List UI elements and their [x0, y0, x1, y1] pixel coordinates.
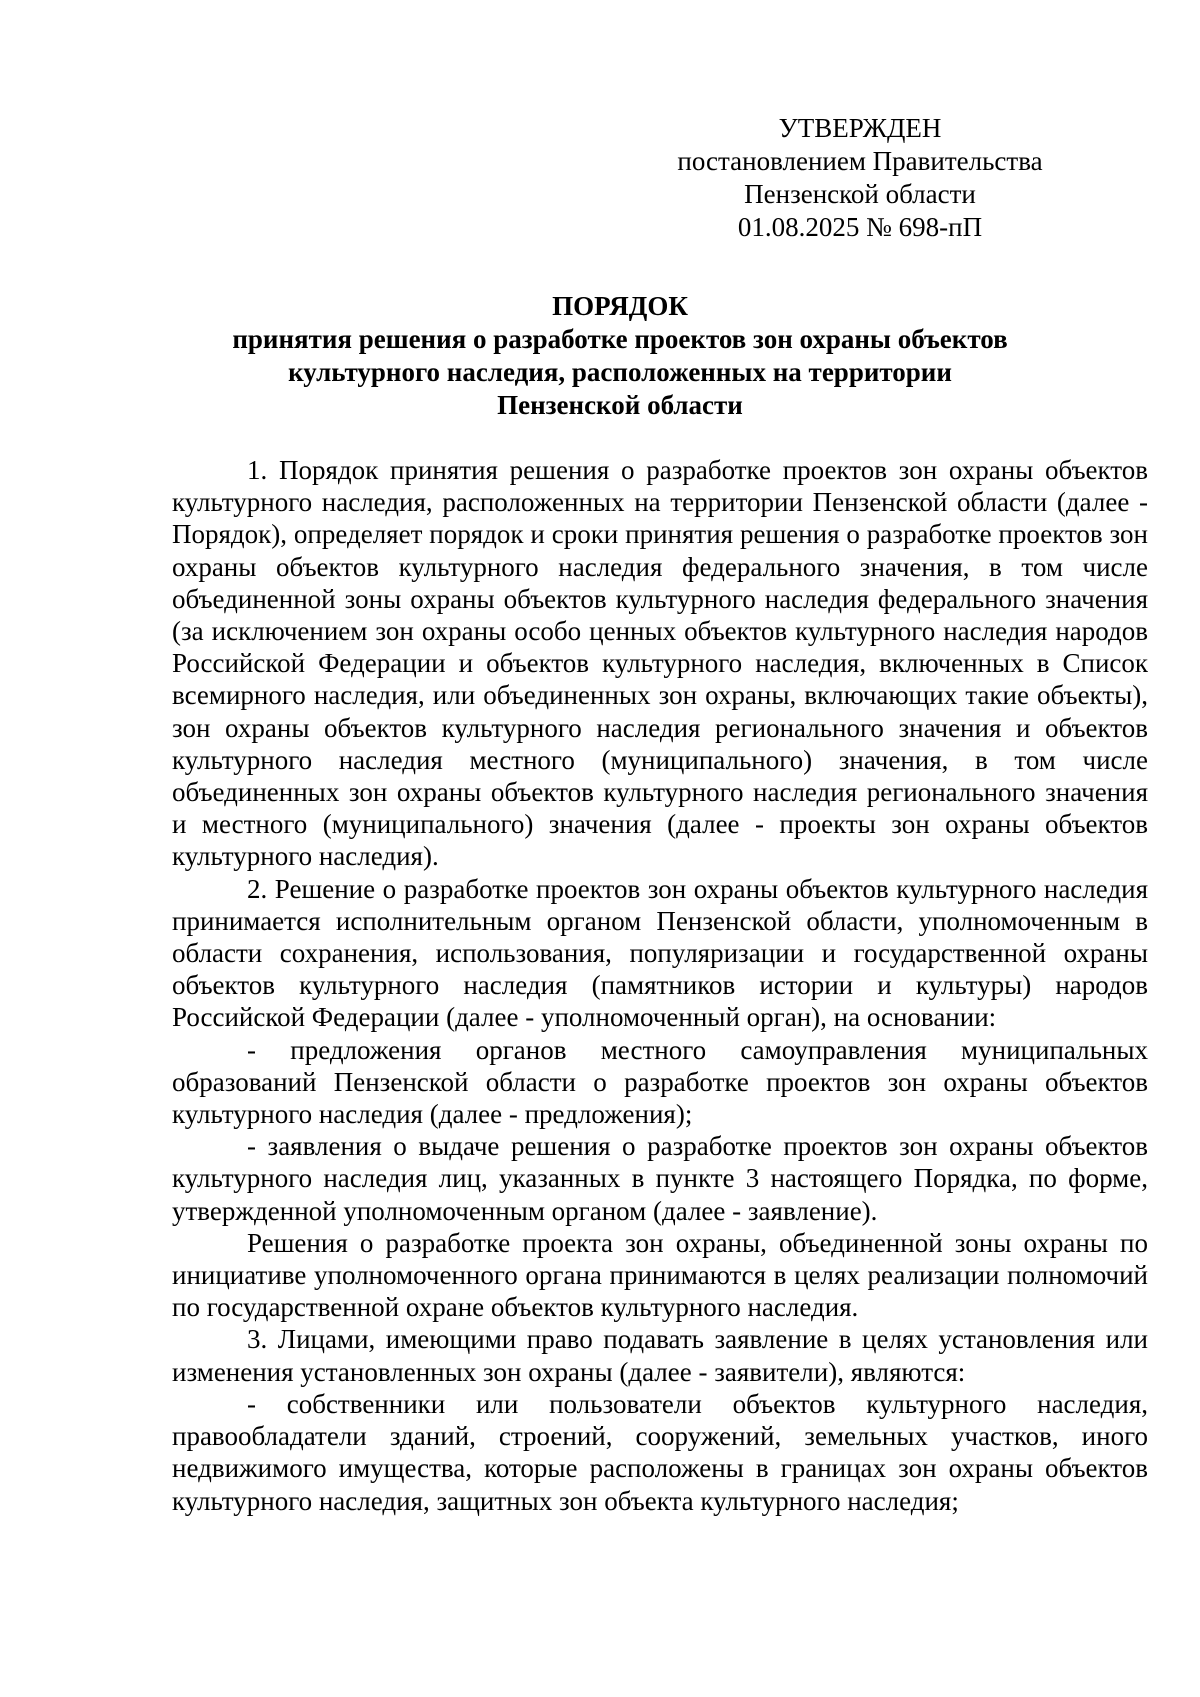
document-title: [170, 290, 1070, 422]
approval-date-number: 01.08.2025 № 698-пП: [737, 212, 983, 242]
approval-basis: постановлением Правительства: [677, 146, 1043, 176]
paragraph-1: 1. Порядок принятия решения о разработке проектов зон охраны объектов культурного наследия, расположенных на территории Пензенской области (далее - Порядок), определяет порядок и сроки принятия решения о разработке проектов зон охраны объектов культурного наследия федерального значения, в том числе объединенной зоны охраны объектов культурного наследия федерального значения (за исключением зон охраны особо ценных объектов культурного наследия народов Российской Федерации и объектов культурного наследия, включенных в Список всемирного наследия, или объединенных зон охраны, включающих такие объекты), зон охраны объектов культурного наследия регионального значения и объектов культурного наследия местного (муниципального) значения, в том числе объединенных зон охраны объектов культурного наследия регионального значения и местного (муниципального) значения (далее - проекты зон охраны объектов культурного наследия).: [172, 455, 1148, 872]
paragraph-3-item-1: - собственники или пользователи объектов культурного наследия, правообладатели зданий, строений, сооружений, земельных участков, иного недвижимого имущества, которые расположены в границах зон охраны объектов культурного наследия, защитных зон объекта культурного наследия;: [172, 1388, 1148, 1516]
paragraph-2-item-1: - предложения органов местного самоуправления муниципальных образований Пензенской области о разработке проектов зон охраны объектов культурного наследия (далее - предложения);: [172, 1034, 1148, 1130]
paragraph-2-note: Решения о разработке проекта зон охраны, объединенной зоны охраны по инициативе уполномоченного органа принимаются в целях реализации полномочий по государственной охране объектов культурного наследия.: [172, 1227, 1148, 1323]
title-line-3: Пензенской области: [497, 390, 743, 420]
approval-stamp: [640, 112, 1080, 244]
paragraph-3: 3. Лицами, имеющими право подавать заявление в целях установления или изменения установленных зон охраны (далее - заявители), являются:: [172, 1324, 1148, 1387]
document-body: [172, 454, 1148, 1517]
approval-region: Пензенской области: [744, 179, 976, 209]
title-heading: ПОРЯДОК: [552, 291, 688, 321]
approval-status: УТВЕРЖДЕН: [778, 113, 942, 143]
title-line-1: принятия решения о разработке проектов зон охраны объектов: [232, 324, 1008, 354]
paragraph-2-item-2: - заявления о выдаче решения о разработке проектов зон охраны объектов культурного наследия лиц, указанных в пункте 3 настоящего Порядка, по форме, утвержденной уполномоченным органом (далее - заявление).: [172, 1131, 1148, 1226]
paragraph-2: 2. Решение о разработке проектов зон охраны объектов культурного наследия принимается исполнительным органом Пензенской области, уполномоченным в области сохранения, использования, популяризации и государственной охраны объектов культурного наследия (памятников истории и культуры) народов Российской Федерации (далее - уполномоченный орган), на основании:: [172, 873, 1148, 1033]
title-line-2: культурного наследия, расположенных на территории: [288, 357, 952, 387]
